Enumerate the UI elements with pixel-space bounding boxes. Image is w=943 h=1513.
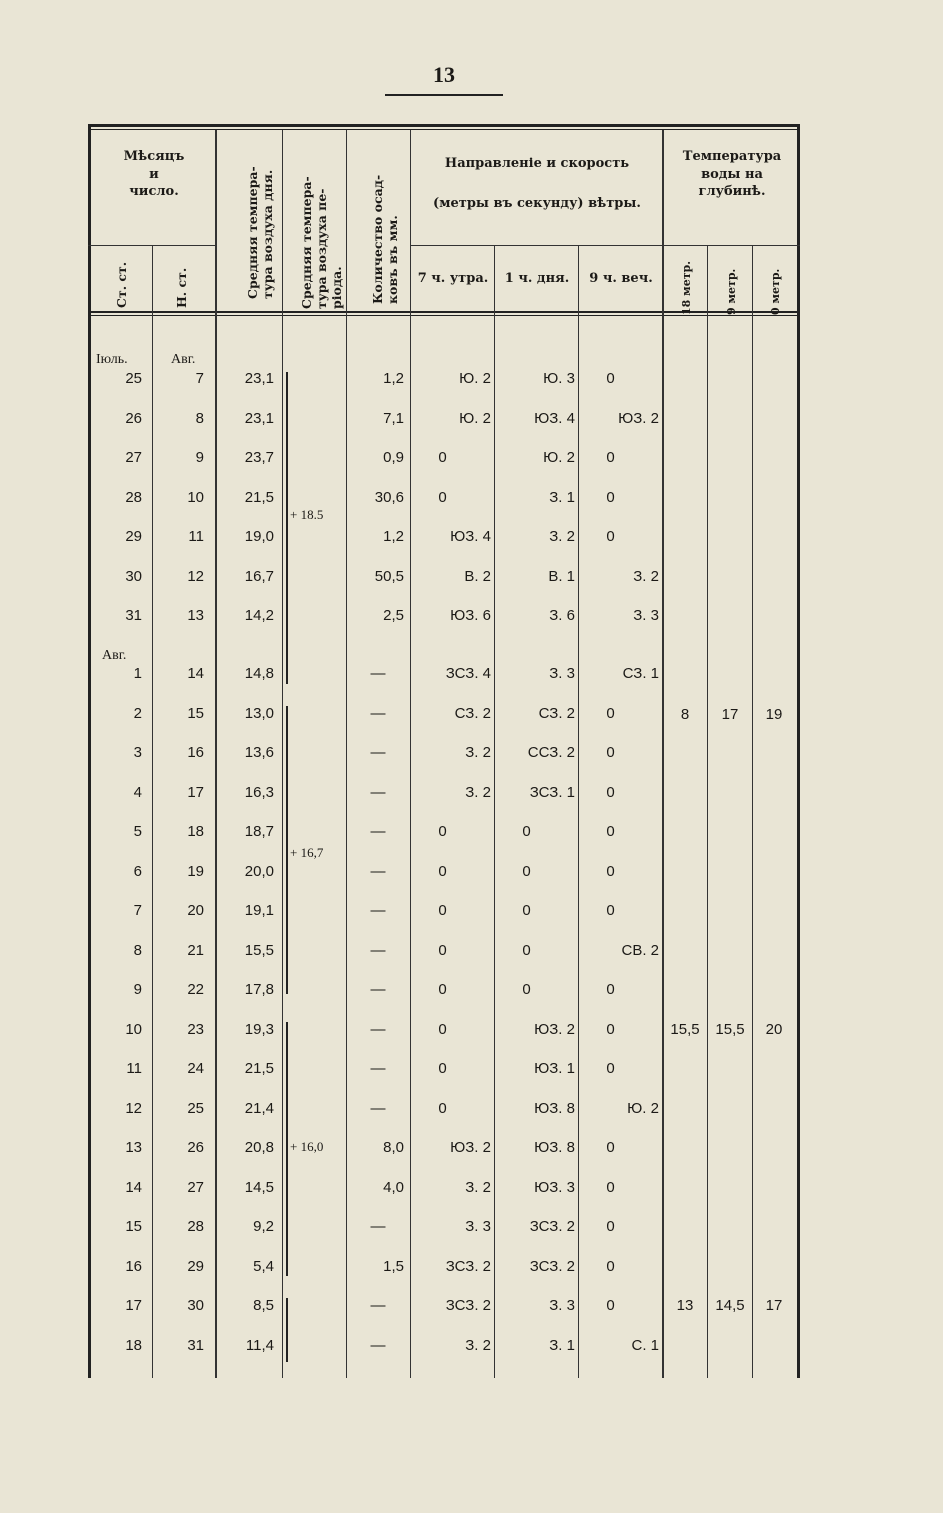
precipitation: 4,0 bbox=[383, 1178, 404, 1196]
water-temp-0m: 17 bbox=[765, 1297, 783, 1314]
wind-1pm: ССЗ. 2 bbox=[527, 744, 575, 761]
precipitation: — bbox=[370, 941, 386, 959]
col-sep bbox=[346, 130, 347, 1378]
page-number-rule bbox=[385, 94, 503, 96]
new-style-date: 18 bbox=[187, 823, 204, 840]
old-style-date: 17 bbox=[125, 1297, 142, 1314]
precipitation: 7,1 bbox=[383, 409, 404, 427]
old-style-date: 31 bbox=[125, 607, 142, 624]
wind-1pm: ЮЗ. 1 bbox=[534, 1060, 575, 1077]
header-avg-day-temp: Средняя темпера- тура воздуха дня. bbox=[245, 166, 275, 299]
avg-day-temp: 20,0 bbox=[244, 862, 274, 880]
wind-7am: З. 3 bbox=[465, 1218, 491, 1235]
col-sep bbox=[707, 246, 708, 1378]
wind-7am: ЗСЗ. 2 bbox=[445, 1257, 491, 1275]
wind-9pm: СЗ. 1 bbox=[622, 665, 659, 682]
wind-9pm: 0 bbox=[606, 862, 615, 880]
avg-day-temp: 21,5 bbox=[244, 1060, 274, 1077]
wind-7am: 0 bbox=[438, 862, 447, 880]
new-style-date: 24 bbox=[187, 1060, 204, 1077]
wind-7am: ЮЗ. 4 bbox=[450, 528, 491, 545]
water-temp-9m: 17 bbox=[721, 706, 739, 723]
col-sep bbox=[215, 130, 217, 1378]
new-style-date: 25 bbox=[187, 1099, 204, 1117]
avg-day-temp: 19,3 bbox=[244, 1020, 274, 1038]
header-new-style: Н. ст. bbox=[174, 267, 189, 308]
wind-1pm: 0 bbox=[522, 823, 531, 840]
old-style-date: 15 bbox=[125, 1218, 142, 1235]
avg-day-temp: 14,5 bbox=[244, 1178, 274, 1196]
col-sep bbox=[662, 130, 664, 1378]
wind-7am: З. 2 bbox=[465, 783, 491, 801]
period-average: + 16,0 bbox=[290, 1139, 324, 1154]
wind-1pm: 0 bbox=[522, 941, 531, 959]
water-temp-9m: 14,5 bbox=[715, 1297, 745, 1314]
header-wind-9pm: 9 ч. веч. bbox=[589, 271, 653, 286]
precipitation: — bbox=[370, 823, 386, 840]
new-style-date: 15 bbox=[187, 704, 204, 722]
wind-7am: В. 2 bbox=[464, 567, 491, 585]
new-style-date: 21 bbox=[187, 941, 204, 959]
col-sep bbox=[752, 246, 753, 1378]
new-style-date: 28 bbox=[187, 1218, 204, 1235]
new-style-date: 11 bbox=[188, 528, 204, 545]
precipitation: — bbox=[370, 1218, 386, 1235]
col-sep bbox=[282, 130, 283, 1378]
header-depth-9: 9 метр. bbox=[725, 268, 738, 315]
precipitation: — bbox=[370, 862, 386, 880]
avg-day-temp: 5,4 bbox=[253, 1257, 274, 1275]
avg-day-temp: 19,1 bbox=[244, 902, 274, 919]
wind-9pm: 0 bbox=[606, 488, 615, 506]
avg-day-temp: 21,4 bbox=[244, 1099, 274, 1117]
header-precipitation: Количество осад- ковъ въ мм. bbox=[370, 174, 400, 304]
avg-day-temp: 11,4 bbox=[245, 1336, 274, 1354]
precipitation: 2,5 bbox=[383, 607, 404, 624]
avg-day-temp: 21,5 bbox=[244, 488, 274, 506]
wind-7am: 0 bbox=[438, 449, 447, 466]
new-style-date: 26 bbox=[187, 1139, 204, 1156]
new-style-date: 23 bbox=[187, 1020, 204, 1038]
wind-7am: 0 bbox=[438, 1099, 447, 1117]
old-style-date: 2 bbox=[133, 704, 142, 722]
new-style-date: 22 bbox=[187, 981, 204, 998]
wind-1pm: З. 3 bbox=[549, 1297, 575, 1314]
old-style-date: 4 bbox=[133, 783, 142, 801]
wind-9pm: 0 bbox=[606, 981, 615, 998]
col-sep bbox=[152, 246, 153, 1378]
avg-day-temp: 18,7 bbox=[244, 823, 274, 840]
precipitation: 1,2 bbox=[383, 370, 404, 387]
wind-9pm: ЮЗ. 2 bbox=[618, 409, 659, 427]
avg-day-temp: 16,3 bbox=[244, 783, 274, 801]
month-label-old: Іюль. bbox=[96, 352, 128, 367]
precipitation: 8,0 bbox=[383, 1139, 404, 1156]
precipitation: — bbox=[370, 665, 386, 682]
header-avg-period-temp: Средняя темпера- тура воздуха пе- ріода. bbox=[299, 176, 344, 309]
water-temp-18m: 15,5 bbox=[670, 1021, 700, 1038]
new-style-date: 30 bbox=[187, 1297, 204, 1314]
wind-1pm: 0 bbox=[522, 862, 531, 880]
wind-7am: Ю. 2 bbox=[459, 409, 491, 427]
wind-1pm: ЗСЗ. 1 bbox=[529, 783, 575, 801]
wind-7am: ЮЗ. 6 bbox=[450, 607, 491, 624]
new-style-date: 20 bbox=[187, 902, 204, 919]
avg-day-temp: 8,5 bbox=[253, 1297, 274, 1314]
old-style-date: 14 bbox=[125, 1178, 142, 1196]
old-style-date: 26 bbox=[125, 409, 142, 427]
old-style-date: 3 bbox=[133, 744, 142, 761]
precipitation: 30,6 bbox=[374, 488, 404, 506]
month-label-old: Авг. bbox=[102, 648, 127, 663]
wind-9pm: 0 bbox=[606, 1218, 615, 1235]
wind-9pm: 0 bbox=[606, 1257, 615, 1275]
wind-7am: СЗ. 2 bbox=[454, 704, 491, 722]
wind-9pm: 0 bbox=[606, 783, 615, 801]
new-style-date: 14 bbox=[187, 665, 204, 682]
avg-day-temp: 16,7 bbox=[244, 567, 274, 585]
new-style-date: 29 bbox=[187, 1257, 204, 1275]
wind-9pm: 0 bbox=[606, 704, 615, 722]
old-style-date: 12 bbox=[125, 1099, 142, 1117]
wind-9pm: 0 bbox=[606, 902, 615, 919]
header-wind-group-line2: (метры въ секунду) вѣтры. bbox=[433, 196, 641, 211]
avg-day-temp: 15,5 bbox=[244, 941, 274, 959]
wind-7am: 0 bbox=[438, 902, 447, 919]
precipitation: — bbox=[370, 1020, 386, 1038]
wind-1pm: ЗСЗ. 2 bbox=[529, 1257, 575, 1275]
wind-9pm: С. 1 bbox=[631, 1336, 659, 1354]
page-number: 13 bbox=[433, 62, 455, 87]
new-style-date: 17 bbox=[187, 783, 204, 801]
wind-7am: Ю. 2 bbox=[459, 370, 491, 387]
wind-9pm: З. 2 bbox=[633, 567, 659, 585]
wind-7am: 0 bbox=[438, 823, 447, 840]
col-sep bbox=[494, 246, 495, 1378]
water-temp-18m: 13 bbox=[676, 1297, 694, 1314]
old-style-date: 13 bbox=[125, 1139, 142, 1156]
wind-9pm: 0 bbox=[606, 1060, 615, 1077]
precipitation: — bbox=[370, 902, 386, 919]
water-temp-0m: 19 bbox=[765, 706, 783, 723]
wind-7am: 0 bbox=[438, 1060, 447, 1077]
precipitation: — bbox=[370, 783, 386, 801]
old-style-date: 7 bbox=[133, 902, 142, 919]
avg-day-temp: 19,0 bbox=[244, 528, 274, 545]
month-label-new: Авг. bbox=[171, 352, 196, 367]
wind-7am: ЮЗ. 2 bbox=[450, 1139, 491, 1156]
header-wind-group-line1: Направленіе и скорость bbox=[444, 156, 630, 171]
wind-7am: З. 2 bbox=[465, 1178, 491, 1196]
wind-1pm: З. 2 bbox=[549, 528, 575, 545]
subheader-rule bbox=[410, 245, 662, 246]
wind-1pm: Ю. 3 bbox=[543, 370, 575, 387]
new-style-date: 19 bbox=[187, 862, 204, 880]
wind-1pm: В. 1 bbox=[548, 567, 575, 585]
new-style-date: 13 bbox=[187, 607, 204, 624]
wind-9pm: 0 bbox=[606, 1139, 615, 1156]
old-style-date: 25 bbox=[125, 370, 142, 387]
old-style-date: 11 bbox=[126, 1060, 142, 1077]
wind-1pm: ЮЗ. 8 bbox=[534, 1099, 575, 1117]
wind-9pm: 0 bbox=[606, 449, 615, 466]
avg-day-temp: 13,0 bbox=[244, 704, 274, 722]
wind-1pm: З. 3 bbox=[549, 665, 575, 682]
wind-7am: 0 bbox=[438, 941, 447, 959]
wind-1pm: Ю. 2 bbox=[543, 449, 575, 466]
period-brace bbox=[286, 1298, 296, 1362]
old-style-date: 29 bbox=[125, 528, 142, 545]
precipitation: — bbox=[370, 981, 386, 998]
wind-7am: ЗСЗ. 2 bbox=[445, 1297, 491, 1314]
old-style-date: 8 bbox=[133, 941, 142, 959]
wind-9pm: 0 bbox=[606, 1297, 615, 1314]
wind-9pm: 0 bbox=[606, 528, 615, 545]
wind-9pm: 0 bbox=[606, 1178, 615, 1196]
water-temp-0m: 20 bbox=[765, 1021, 783, 1038]
wind-1pm: З. 1 bbox=[549, 1336, 575, 1354]
wind-1pm: 0 bbox=[522, 981, 531, 998]
period-brace bbox=[286, 372, 296, 684]
wind-1pm: СЗ. 2 bbox=[538, 704, 575, 722]
new-style-date: 7 bbox=[195, 370, 204, 387]
avg-day-temp: 17,8 bbox=[244, 981, 274, 998]
col-sep bbox=[578, 246, 579, 1378]
old-style-date: 16 bbox=[125, 1257, 142, 1275]
new-style-date: 31 bbox=[187, 1336, 204, 1354]
wind-1pm: ЗСЗ. 2 bbox=[529, 1218, 575, 1235]
wind-1pm: З. 1 bbox=[549, 488, 575, 506]
wind-7am: 0 bbox=[438, 1020, 447, 1038]
precipitation: — bbox=[370, 1297, 386, 1314]
water-temp-9m: 15,5 bbox=[715, 1021, 745, 1038]
precipitation: — bbox=[370, 744, 386, 761]
avg-day-temp: 23,7 bbox=[244, 449, 274, 466]
header-wind-1pm: 1 ч. дня. bbox=[504, 271, 570, 286]
precipitation: — bbox=[370, 1099, 386, 1117]
wind-1pm: 0 bbox=[522, 902, 531, 919]
precipitation: — bbox=[370, 1336, 386, 1354]
old-style-date: 6 bbox=[133, 862, 142, 880]
old-style-date: 18 bbox=[125, 1336, 142, 1354]
wind-9pm: З. 3 bbox=[633, 607, 659, 624]
old-style-date: 1 bbox=[133, 665, 142, 682]
wind-9pm: 0 bbox=[606, 370, 615, 387]
wind-7am: З. 2 bbox=[465, 744, 491, 761]
wind-9pm: 0 bbox=[606, 823, 615, 840]
header-wind-7am: 7 ч. утра. bbox=[417, 271, 489, 286]
old-style-date: 5 bbox=[133, 823, 142, 840]
header-month-group: Мѣсяцъ и число. bbox=[123, 149, 185, 200]
table-top-rule-thin bbox=[88, 129, 800, 130]
old-style-date: 9 bbox=[133, 981, 142, 998]
header-depth-0: 0 метр. bbox=[769, 268, 782, 315]
wind-9pm: Ю. 2 bbox=[627, 1099, 659, 1117]
precipitation: 1,5 bbox=[383, 1257, 404, 1275]
old-style-date: 10 bbox=[125, 1020, 142, 1038]
water-temp-18m: 8 bbox=[680, 706, 690, 723]
wind-7am: 0 bbox=[438, 981, 447, 998]
col-sep bbox=[410, 130, 411, 1378]
old-style-date: 28 bbox=[125, 488, 142, 506]
new-style-date: 9 bbox=[195, 449, 204, 466]
old-style-date: 30 bbox=[125, 567, 142, 585]
subheader-rule bbox=[88, 245, 215, 246]
avg-day-temp: 9,2 bbox=[253, 1218, 274, 1235]
precipitation: 0,9 bbox=[383, 449, 404, 466]
new-style-date: 8 bbox=[195, 409, 204, 427]
precipitation: — bbox=[370, 1060, 386, 1077]
wind-1pm: ЮЗ. 3 bbox=[534, 1178, 575, 1196]
wind-1pm: ЮЗ. 2 bbox=[534, 1020, 575, 1038]
new-style-date: 27 bbox=[187, 1178, 204, 1196]
header-old-style: Ст. ст. bbox=[114, 261, 129, 308]
precipitation: — bbox=[370, 704, 386, 722]
wind-9pm: СВ. 2 bbox=[621, 941, 659, 959]
avg-day-temp: 23,1 bbox=[244, 409, 274, 427]
new-style-date: 12 bbox=[187, 567, 204, 585]
period-average: + 16,7 bbox=[290, 845, 324, 860]
wind-1pm: ЮЗ. 8 bbox=[534, 1139, 575, 1156]
wind-9pm: 0 bbox=[606, 744, 615, 761]
precipitation: 1,2 bbox=[383, 528, 404, 545]
wind-7am: 0 bbox=[438, 488, 447, 506]
header-bottom-rule-thin bbox=[88, 315, 800, 316]
avg-day-temp: 23,1 bbox=[244, 370, 274, 387]
wind-9pm: 0 bbox=[606, 1020, 615, 1038]
header-water-group: Температура воды на глубинѣ. bbox=[682, 149, 782, 200]
new-style-date: 16 bbox=[187, 744, 204, 761]
avg-day-temp: 14,8 bbox=[244, 665, 274, 682]
old-style-date: 27 bbox=[125, 449, 142, 466]
wind-7am: З. 2 bbox=[465, 1336, 491, 1354]
period-average: + 18.5 bbox=[290, 507, 324, 522]
table-top-rule bbox=[88, 124, 800, 127]
precipitation: 50,5 bbox=[374, 567, 404, 585]
wind-7am: ЗСЗ. 4 bbox=[445, 665, 491, 682]
new-style-date: 10 bbox=[187, 488, 204, 506]
avg-day-temp: 14,2 bbox=[244, 607, 274, 624]
wind-1pm: З. 6 bbox=[549, 607, 575, 624]
avg-day-temp: 20,8 bbox=[244, 1139, 274, 1156]
wind-1pm: ЮЗ. 4 bbox=[534, 409, 575, 427]
avg-day-temp: 13,6 bbox=[244, 744, 274, 761]
header-depth-18: 18 метр. bbox=[680, 260, 693, 315]
